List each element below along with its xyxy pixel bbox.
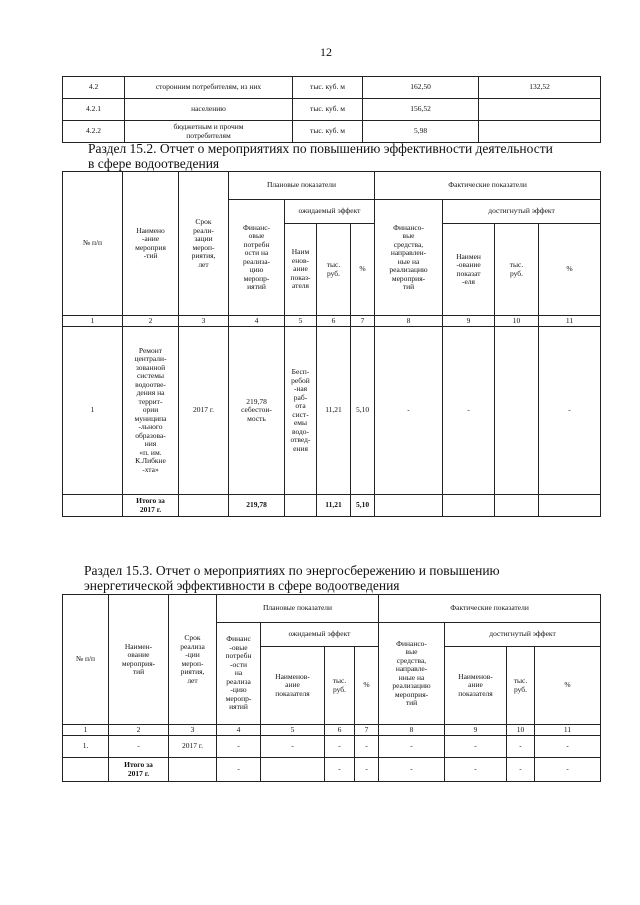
column-number: 8 [375, 316, 443, 327]
total-achieved-pct: - [535, 758, 601, 782]
header-number: № п/п [63, 172, 123, 316]
row-expected-thous: 11,21 [317, 327, 351, 495]
header-expected: ожидаемый эффект [285, 200, 375, 224]
header-expected-pct: % [355, 647, 379, 725]
column-number: 11 [535, 725, 601, 736]
row-achieved-name: - [443, 327, 495, 495]
total-expected-thous: 11,21 [317, 495, 351, 517]
row-name: сторонним потребителям, из них [125, 77, 293, 99]
header-term: Срок реали- зации мероп- риятия, лет [179, 172, 229, 316]
column-number: 10 [495, 316, 539, 327]
column-number: 9 [443, 316, 495, 327]
row-fact-value: 132,52 [479, 77, 601, 99]
header-expected-pct: % [351, 224, 375, 316]
top-table [62, 76, 601, 143]
row-expected-name: - [261, 736, 325, 758]
row-actual-financial: - [375, 327, 443, 495]
row-expected-pct: - [355, 736, 379, 758]
header-achieved: достигнутый эффект [445, 623, 601, 647]
total-achieved-name: - [445, 758, 507, 782]
total-label: Итого за 2017 г. [109, 758, 169, 782]
header-planned: Плановые показатели [217, 595, 379, 623]
total-row [63, 758, 601, 782]
row-number: 4.2.1 [63, 99, 125, 121]
total-actual-financial: - [379, 758, 445, 782]
header-achieved-name: Наимен -ование показат -еля [443, 224, 495, 316]
row-achieved-pct: - [535, 736, 601, 758]
row-fact-value [479, 121, 601, 143]
total-expected-thous: - [325, 758, 355, 782]
table-row [63, 736, 601, 758]
header-actual: Фактические показатели [375, 172, 601, 200]
table-row [63, 121, 601, 143]
header-expected-name: Наим енов- ание показ- ателя [285, 224, 317, 316]
row-term: 2017 г. [179, 327, 229, 495]
total-expected-pct: - [355, 758, 379, 782]
column-number: 8 [379, 725, 445, 736]
column-number: 2 [109, 725, 169, 736]
column-number: 3 [179, 316, 229, 327]
row-number: 1. [63, 736, 109, 758]
header-name: Наимен- ование мероприя- тий [109, 595, 169, 725]
column-number: 4 [229, 316, 285, 327]
header-term: Срок реализа -ции мероп- риятия, лет [169, 595, 217, 725]
total-achieved-thous: - [507, 758, 535, 782]
header-achieved-pct: % [535, 647, 601, 725]
column-number: 3 [169, 725, 217, 736]
header-plan-financial: Финанс- овые потребн ости на реализа- цию меропр- иятий [229, 200, 285, 316]
column-numbers-row [63, 316, 601, 327]
total-plan-financial: 219,78 [229, 495, 285, 517]
header-actual-financial: Финансо- вые средства, направлен- ные на реализацию мероприя- тий [375, 200, 443, 316]
page-number: 12 [320, 45, 332, 59]
total-plan-financial: - [217, 758, 261, 782]
column-number: 7 [355, 725, 379, 736]
total-expected-pct: 5,10 [351, 495, 375, 517]
header-plan-financial: Финанс -овые потребн -ости на реализа -цию меропр- иятий [217, 623, 261, 725]
total-row [63, 495, 601, 517]
table-row [63, 99, 601, 121]
header-achieved-thous: тыс. руб. [495, 224, 539, 316]
column-number: 2 [123, 316, 179, 327]
column-number: 6 [317, 316, 351, 327]
row-plan-value: 156,52 [363, 99, 479, 121]
row-unit: тыс. куб. м [293, 121, 363, 143]
table-row [63, 77, 601, 99]
header-planned: Плановые показатели [229, 172, 375, 200]
row-unit: тыс. куб. м [293, 77, 363, 99]
section-15-3-table [62, 594, 601, 782]
header-number: № п/п [63, 595, 109, 725]
row-term: 2017 г. [169, 736, 217, 758]
column-number: 4 [217, 725, 261, 736]
header-achieved-pct: % [539, 224, 601, 316]
row-expected-name: Бесп- ребой -ная раб- ота сист- емы водо- отвед- ения [285, 327, 317, 495]
row-number: 4.2 [63, 77, 125, 99]
column-number: 10 [507, 725, 535, 736]
column-number: 9 [445, 725, 507, 736]
row-plan-financial: 219,78 себестои- мость [229, 327, 285, 495]
row-plan-value: 162,50 [363, 77, 479, 99]
header-expected: ожидаемый эффект [261, 623, 379, 647]
column-number: 1 [63, 316, 123, 327]
column-numbers-row [63, 725, 601, 736]
header-achieved-name: Наименов- ание показателя [445, 647, 507, 725]
row-actual-financial: - [379, 736, 445, 758]
row-name: бюджетным и прочим потребителям [125, 121, 293, 143]
header-actual: Фактические показатели [379, 595, 601, 623]
header-achieved-thous: тыс. руб. [507, 647, 535, 725]
row-achieved-thous: - [507, 736, 535, 758]
section-15-2-heading: Раздел 15.2. Отчет о мероприятиях по повышению эффективности деятельности в сфере водоотведения [88, 141, 553, 171]
header-achieved: достигнутый эффект [443, 200, 601, 224]
table-row [63, 327, 601, 495]
column-number: 6 [325, 725, 355, 736]
row-fact-value [479, 99, 601, 121]
row-plan-financial: - [217, 736, 261, 758]
column-number: 7 [351, 316, 375, 327]
row-name: Ремонт централи- зованной системы водоотве- дения на террит- ории муниципа -льного образова- ния «п. им. К.Либкне -хта» [123, 327, 179, 495]
column-number: 5 [285, 316, 317, 327]
row-number: 4.2.2 [63, 121, 125, 143]
row-achieved-thous [495, 327, 539, 495]
header-actual-financial: Финансо- вые средства, направле- нные на реализацию мероприя- тий [379, 623, 445, 725]
row-expected-pct: 5,10 [351, 327, 375, 495]
section-15-3-heading: Раздел 15.3. Отчет о мероприятиях по энергосбережению и повышению энергетической эффективности в сфере водоотведения [84, 563, 500, 593]
header-name: Наимено -ание мероприя -тий [123, 172, 179, 316]
total-label: Итого за 2017 г. [123, 495, 179, 517]
row-name: населению [125, 99, 293, 121]
column-number: 1 [63, 725, 109, 736]
row-number: 1 [63, 327, 123, 495]
header-expected-thous: тыс. руб. [325, 647, 355, 725]
column-number: 11 [539, 316, 601, 327]
section-15-2-table [62, 171, 601, 517]
row-achieved-pct: - [539, 327, 601, 495]
row-name: - [109, 736, 169, 758]
row-unit: тыс. куб. м [293, 99, 363, 121]
row-expected-thous: - [325, 736, 355, 758]
header-expected-name: Наименов- ание показателя [261, 647, 325, 725]
header-expected-thous: тыс. руб. [317, 224, 351, 316]
column-number: 5 [261, 725, 325, 736]
row-plan-value: 5,98 [363, 121, 479, 143]
row-achieved-name: - [445, 736, 507, 758]
